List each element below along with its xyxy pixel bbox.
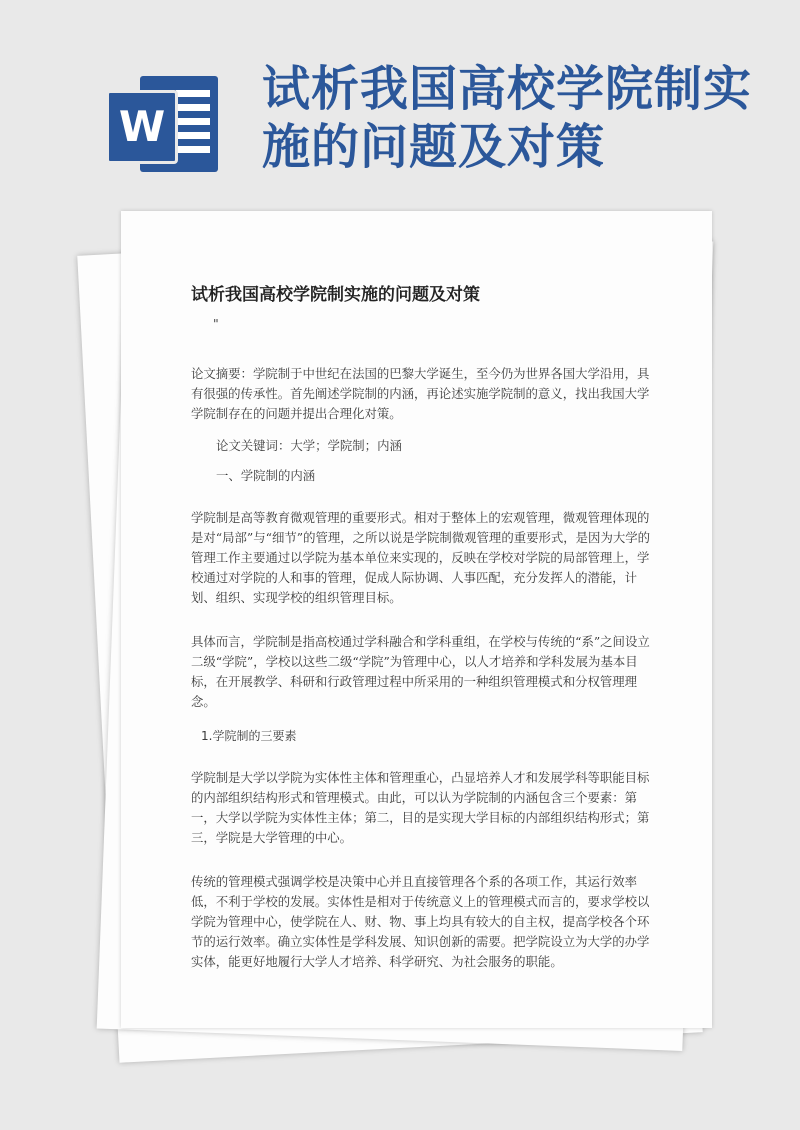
body-paragraph: 具体而言，学院制是指高校通过学科融合和学科重组，在学校与传统的“系”之间设立二级“学院”，学校以这些二级“学院”为管理中心，以人才培养和学科发展为基本目标，在开展教学、科研和行政管理过程中所采用的一种组织管理模式和分权管理理念。 (191, 634, 650, 709)
document-body (191, 280, 661, 972)
word-icon-line (176, 146, 210, 153)
word-app-icon (106, 76, 218, 172)
banner-title: 试析我国高校学院制实施的问题及对策 (262, 61, 753, 175)
word-icon-line (176, 132, 210, 139)
subsection-heading: 1.学院制的三要素 (201, 729, 297, 743)
quote-mark: " (213, 316, 219, 331)
abstract-paragraph: 论文摘要：学院制于中世纪在法国的巴黎大学诞生，至今仍为世界各国大学沿用，具有很强的传承性。首先阐述学院制的内涵，再论述实施学院制的意义，找出我国大学学院制存在的问题并提出合理化对策。 (191, 366, 650, 421)
word-icon-letter: W (106, 90, 178, 164)
keywords-line: 论文关键词：大学；学院制；内涵 (216, 438, 402, 453)
body-paragraph: 学院制是大学以学院为实体性主体和管理重心，凸显培养人才和发展学科等职能目标的内部组织结构形式和管理模式。由此，可以认为学院制的内涵包含三个要素：第一，大学以学院为实体性主体；第二，目的是实现大学目标的内部组织结构形式；第三，学院是大学管理的中心。 (191, 770, 650, 845)
document-title: 试析我国高校学院制实施的问题及对策 (191, 285, 480, 305)
word-icon-line (176, 104, 210, 111)
section-heading: 一、学院制的内涵 (216, 468, 316, 483)
word-icon-line (176, 118, 210, 125)
body-paragraph: 传统的管理模式强调学校是决策中心并且直接管理各个系的各项工作，其运行效率低，不利于学校的发展。实体性是相对于传统意义上的管理模式而言的，要求学校以学院为管理中心，使学院在人、财、物、事上均具有较大的自主权，提高学校各个环节的运行效率。确立实体性是学科发展、知识创新的需要。把学院设立为大学的办学实体，能更好地履行大学人才培养、科学研究、为社会服务的职能。 (191, 874, 650, 969)
word-icon-line (176, 90, 210, 97)
body-paragraph: 学院制是高等教育微观管理的重要形式。相对于整体上的宏观管理，微观管理体现的是对“局部”与“细节”的管理，之所以说是学院制微观管理的重要形式，是因为大学的管理工作主要通过以学院为基本单位来实现的，反映在学校对学院的局部管理上，学校通过对学院的人和事的管理，促成人际协调、人事匹配，充分发挥人的潜能，计划、组织、实现学校的组织管理目标。 (191, 510, 651, 605)
